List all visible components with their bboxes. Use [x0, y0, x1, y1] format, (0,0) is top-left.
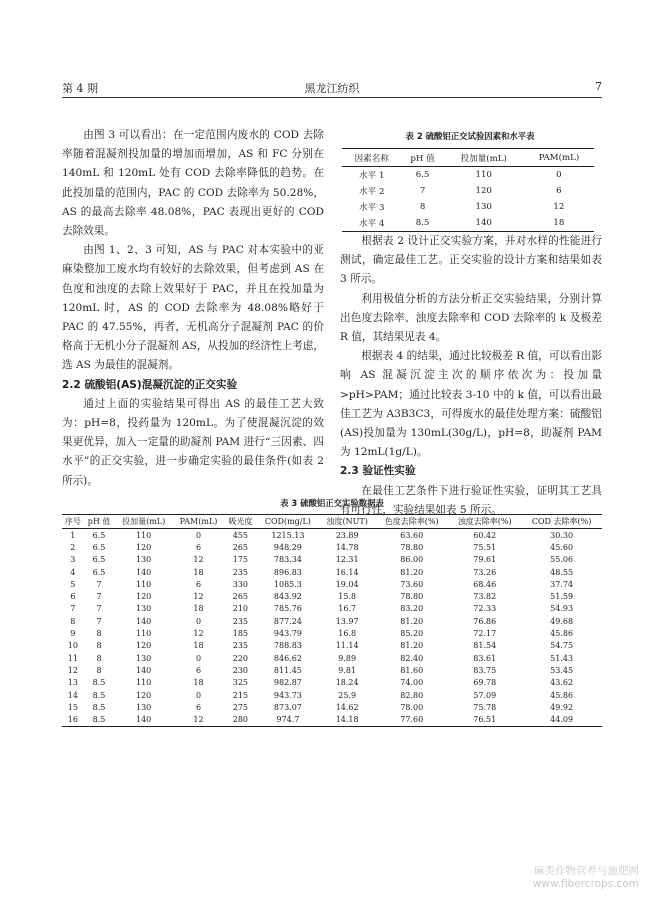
table-cell: 37.74: [550, 579, 574, 589]
table-cell: 140: [136, 665, 152, 675]
table-cell: 44.09: [550, 715, 574, 725]
table-cell: 8: [419, 202, 426, 212]
table-row: [62, 627, 602, 639]
table-cell: 325: [232, 678, 249, 688]
factor-level-table: [342, 148, 594, 232]
table-cell: 23.89: [335, 530, 359, 540]
table-cell: 54.75: [550, 641, 574, 651]
table-row: [62, 664, 602, 676]
watermark: [533, 865, 639, 891]
watermark-url: www.fibercrops.com: [532, 878, 639, 890]
table-cell: 81.54: [473, 641, 497, 651]
table-cell: 75.51: [473, 542, 497, 552]
table-cell: 81.20: [400, 641, 424, 651]
table-cell: 45.86: [550, 690, 574, 700]
table-cell: 49.92: [550, 702, 574, 712]
table-cell: 76.86: [473, 616, 497, 626]
table-cell: 140: [475, 218, 492, 228]
table-cell: 110: [136, 629, 152, 639]
table-cell: 74.00: [400, 678, 424, 688]
table-cell: 6.5: [92, 567, 106, 577]
table-cell: 235: [232, 616, 249, 626]
table-cell: 11: [67, 653, 78, 663]
table-cell: 220: [232, 653, 249, 663]
table-cell: 265: [232, 592, 249, 602]
table-cell: 843.92: [273, 592, 302, 602]
table-cell: 6: [195, 542, 202, 552]
table-cell: 水平 3: [359, 203, 385, 213]
table-cell: 130: [136, 702, 152, 712]
table-row: [62, 677, 602, 689]
table-cell: 9.81: [338, 665, 357, 675]
column-header: pH 值: [410, 153, 435, 164]
table-cell: 0: [195, 616, 202, 626]
table-cell: 7: [96, 579, 102, 589]
column-header: PAM(mL): [538, 152, 580, 163]
table-cell: 982.87: [273, 678, 302, 688]
table-cell: 12: [193, 629, 204, 639]
table-cell: 水平 4: [359, 219, 385, 229]
table-cell: 110: [475, 170, 492, 180]
paragraph: 由图 1、2、3 可知，AS 与 PAC 对本实验中的亚麻染整加工废水均有较好的去除效果，但考虑到 AS 在色度和浊度的去除上效果好于 PAC，并且在投加量为 120mL 时，AS 的 COD 去除率为 48.08%略好于 PAC 的 47.55%，再者，无机高分子混凝剂 PAC 的价格高于无机小分子混凝剂 AS，从投加的经济性上考虑，选 AS 为最佳的混凝剂。: [62, 244, 324, 372]
table-cell: 16.8: [338, 629, 357, 639]
table-cell: 8.5: [92, 678, 106, 688]
table-cell: 14.78: [335, 542, 359, 552]
paragraph: 根据表 2 设计正交实验方案，并对水样的性能进行测试，确定最佳工艺。正交实验的设计方案和结果如表 3 所示。: [340, 235, 602, 286]
column-header: 因素名称: [354, 153, 389, 164]
table-cell: 8.5: [92, 702, 106, 712]
table-cell: 140: [136, 616, 152, 626]
table-cell: 873.07: [273, 702, 302, 712]
table-cell: 6: [195, 579, 202, 589]
table-cell: 896.83: [273, 567, 302, 577]
table-cell: 77.60: [400, 715, 424, 725]
table-cell: 水平 2: [359, 187, 385, 197]
table-cell: 85.20: [400, 629, 424, 639]
table-row: [62, 603, 602, 615]
table-cell: 8.5: [92, 690, 106, 700]
table-cell: 330: [232, 579, 249, 589]
table-cell: 19.04: [335, 579, 359, 589]
table-row: [62, 554, 602, 566]
table-row: [62, 590, 602, 602]
table-cell: 280: [232, 715, 249, 725]
table-cell: 8: [96, 665, 102, 675]
table-header-row: [62, 515, 602, 529]
table-row: [62, 541, 602, 553]
table-cell: 81.20: [400, 567, 424, 577]
table-row: [62, 689, 602, 701]
column-header: 色度去除率(%): [384, 517, 439, 526]
table-cell: 53.45: [550, 665, 574, 675]
column-header: COD 去除率(%): [531, 517, 592, 526]
table-cell: 5: [70, 579, 76, 589]
table-cell: 16.7: [338, 604, 357, 614]
paragraph: 在最佳工艺条件下进行验证性实验，证明其工艺具有可行性，实验结果如表 5 所示。: [340, 484, 602, 516]
table-cell: 18.24: [335, 678, 359, 688]
table-cell: 10: [67, 641, 78, 651]
table-cell: 73.60: [400, 579, 424, 589]
table-cell: 15: [67, 702, 78, 712]
table-cell: 81.60: [400, 665, 424, 675]
column-header: 投加量(mL): [122, 517, 166, 526]
table-cell: 83.75: [473, 665, 497, 675]
left-column: [62, 126, 324, 491]
table-cell: 7: [96, 616, 102, 626]
table-cell: 25.9: [338, 690, 357, 700]
table-row: [62, 713, 602, 726]
table-cell: 120: [475, 186, 492, 196]
table-cell: 130: [136, 555, 152, 565]
table-cell: 120: [136, 542, 152, 552]
table-row: [62, 652, 602, 664]
table-cell: 12: [193, 715, 204, 725]
table-cell: 82.80: [400, 690, 424, 700]
table-cell: 13.97: [335, 616, 359, 626]
table-cell: 185: [232, 629, 249, 639]
table-cell: 78.80: [400, 592, 424, 602]
table-cell: 78.80: [400, 542, 424, 552]
table-cell: 43.62: [550, 678, 574, 688]
table-cell: 846.62: [273, 653, 302, 663]
table-cell: 82.40: [400, 653, 424, 663]
table-cell: 110: [136, 579, 152, 589]
table-cell: 6: [195, 665, 202, 675]
table-cell: 0: [195, 690, 202, 700]
table-cell: 948.29: [273, 542, 302, 552]
table-cell: 81.20: [400, 616, 424, 626]
table-row: [342, 167, 594, 184]
table-cell: 235: [232, 641, 249, 651]
table-cell: 68.46: [473, 579, 497, 589]
table-row: [62, 529, 602, 542]
column-header: 投加量(mL): [460, 153, 507, 164]
table-cell: 18: [553, 218, 565, 228]
table-cell: 8: [96, 629, 102, 639]
column-header: PAM(mL): [179, 517, 218, 526]
table-cell: 69.78: [473, 678, 497, 688]
table-cell: 18: [193, 567, 204, 577]
table-cell: 783.34: [273, 555, 302, 565]
table-cell: 75.78: [473, 702, 497, 712]
table-cell: 18: [193, 678, 204, 688]
table-cell: 6.5: [92, 555, 106, 565]
table-cell: 73.82: [473, 592, 497, 602]
table-cell: 9: [70, 629, 76, 639]
table-cell: 12: [193, 555, 204, 565]
running-header: [62, 80, 602, 98]
table-cell: 12.31: [335, 555, 359, 565]
table-cell: 943.73: [273, 690, 302, 700]
table-cell: 140: [136, 567, 152, 577]
table-cell: 7: [419, 186, 426, 196]
table-cell: 6.5: [92, 542, 106, 552]
issue-number: 第 4 期: [62, 82, 98, 95]
table-cell: 79.61: [473, 555, 497, 565]
table-cell: 7: [96, 592, 102, 602]
table-cell: 16.14: [335, 567, 359, 577]
table-cell: 0: [195, 653, 202, 663]
table-cell: 210: [232, 604, 249, 614]
table-cell: 83.61: [473, 653, 497, 663]
table-cell: 8.5: [92, 715, 106, 725]
table-cell: 6: [556, 186, 562, 196]
table-cell: 0: [195, 530, 202, 540]
table-cell: 8: [96, 653, 102, 663]
table-cell: 48.55: [550, 567, 574, 577]
table-cell: 811.45: [273, 665, 302, 675]
table-cell: 12: [67, 665, 78, 675]
journal-name: 黑龙江纺织: [304, 82, 360, 95]
table-cell: 110: [136, 678, 152, 688]
table-cell: 78.00: [400, 702, 424, 712]
table-row: [62, 566, 602, 578]
table-cell: 54.93: [550, 604, 574, 614]
table-cell: 1: [70, 530, 76, 540]
table-cell: 16: [67, 715, 78, 725]
table-caption: 表 2 硫酸铝正交试验因素和水平表: [405, 131, 535, 141]
table-cell: 11.14: [335, 641, 359, 651]
table-cell: 140: [136, 715, 152, 725]
table-cell: 14: [67, 690, 78, 700]
table-cell: 788.83: [273, 641, 302, 651]
table-cell: 235: [232, 567, 249, 577]
table-cell: 13: [67, 678, 78, 688]
paragraph: 利用极值分析的方法分析正交实验结果，分别计算出色度去除率、浊度去除率和 COD 去除率的 k 及极差 R 值，其结果见表 4。: [340, 292, 602, 344]
table-cell: 51.59: [550, 592, 574, 602]
table-cell: 7: [96, 604, 102, 614]
table-cell: 45.86: [550, 629, 574, 639]
table-cell: 4: [70, 567, 76, 577]
column-header: 浊度(NUT): [326, 517, 368, 526]
header-rule: [62, 97, 602, 98]
table-cell: 30.30: [550, 530, 574, 540]
table-header-row: [342, 149, 594, 167]
table-cell: 8: [70, 616, 76, 626]
table-cell: 6: [70, 592, 76, 602]
table-cell: 175: [232, 555, 249, 565]
table-cell: 2: [70, 542, 76, 552]
table-cell: 120: [136, 592, 152, 602]
table-cell: 73.26: [473, 567, 497, 577]
table-row: [62, 578, 602, 590]
table-cell: 120: [136, 690, 152, 700]
table-cell: 60.42: [473, 530, 497, 540]
column-header: 吸光度: [228, 517, 253, 526]
table-cell: 45.60: [550, 542, 574, 552]
table-row: [62, 640, 602, 652]
paragraph: 由图 3 可以看出：在一定范围内废水的 COD 去除率随着混凝剂投加量的增加而增加，AS 和 FC 分别在 140mL 和 120mL 处有 COD 去除率降低的趋势。在此投加量的范围内，PAC 的 COD 去除率为 50.28%，AS 的最高去除率 48.08%，PAC 表现出更好的 COD 去除效果。: [62, 129, 324, 238]
table-cell: 8.5: [415, 218, 430, 228]
column-header: 浊度去除率(%): [457, 517, 512, 526]
section-heading: 2.3 验证性实验: [340, 465, 416, 478]
paragraph: 通过上面的实验结果可得出 AS 的最佳工艺大致为：pH=8，投药量为 120mL。为了使混凝沉淀的效果更优异，加入一定量的助凝剂 PAM 进行“三因素、四水平”的正交实验，进一步确定实验的最佳条件(如表 2 所示)。: [62, 397, 324, 487]
table-cell: 215: [232, 690, 249, 700]
table-row: [62, 615, 602, 627]
orthogonal-data-table: [62, 514, 602, 727]
table-cell: 6.5: [415, 170, 430, 180]
table-cell: 1215.13: [271, 530, 305, 540]
table-caption: 表 3 硫酸铝正交实验数据表: [280, 498, 384, 508]
section-heading: 2.2 硫酸铝(AS)混凝沉淀的正交实验: [62, 378, 238, 391]
table-cell: 86.00: [400, 555, 424, 565]
table-row: [62, 701, 602, 713]
table-cell: 877.24: [273, 616, 302, 626]
table-cell: 974.7: [276, 715, 300, 725]
table-cell: 8: [96, 641, 102, 651]
table-cell: 230: [232, 665, 249, 675]
table-cell: 265: [232, 542, 249, 552]
table-cell: 14.62: [335, 702, 359, 712]
table-row: [342, 199, 594, 215]
table-cell: 水平 1: [359, 171, 385, 181]
table-cell: 943.79: [273, 629, 302, 639]
table-cell: 76.51: [473, 715, 497, 725]
table-cell: 785.76: [273, 604, 302, 614]
page-number: 7: [595, 80, 602, 93]
table-cell: 130: [475, 202, 492, 212]
table-cell: 57.09: [473, 690, 497, 700]
watermark-title: 麻类作物营养与施肥网: [534, 865, 639, 877]
right-column: [340, 232, 602, 520]
table-cell: 72.33: [473, 604, 497, 614]
table-cell: 7: [70, 604, 76, 614]
table-cell: 6: [195, 702, 202, 712]
table-cell: 9.89: [338, 653, 357, 663]
table-row: [342, 215, 594, 232]
paragraph: 根据表 4 的结果，通过比较极差 R 值，可以看出影响 AS 混凝沉淀主次的顺序依次为：投加量>pH>PAM；通过比较表 3-10 中的 k 值，可以看出最佳工艺为 A3B3C3，可得废水的最佳处理方案：硫酸铝(AS)投加量为 130mL(30g/L)，pH=8，助凝剂 PAM 为 12mL(1g/L)。: [340, 350, 602, 459]
table-cell: 1085.3: [273, 579, 302, 589]
table-cell: 15.8: [338, 592, 357, 602]
table-cell: 18: [193, 641, 204, 651]
table-cell: 12: [193, 592, 204, 602]
table-cell: 51.43: [550, 653, 574, 663]
table-cell: 130: [136, 604, 152, 614]
table-cell: 18: [193, 604, 204, 614]
column-header: COD(mg/L): [264, 517, 311, 526]
table-row: [342, 183, 594, 199]
table-cell: 14.18: [335, 715, 359, 725]
table-cell: 130: [136, 653, 152, 663]
column-header: pH 值: [87, 517, 111, 526]
table-cell: 49.68: [550, 616, 574, 626]
table-cell: 110: [136, 530, 152, 540]
table-cell: 455: [232, 530, 249, 540]
table-cell: 120: [136, 641, 152, 651]
table-cell: 83.20: [400, 604, 424, 614]
table-cell: 12: [553, 202, 565, 212]
table-cell: 0: [556, 170, 562, 180]
table-cell: 275: [232, 702, 249, 712]
table-cell: 72.17: [473, 629, 497, 639]
table-cell: 55.06: [550, 555, 574, 565]
table-cell: 3: [70, 555, 76, 565]
column-header: 序号: [64, 517, 81, 526]
table-cell: 6.5: [92, 530, 106, 540]
table-cell: 63.60: [400, 530, 424, 540]
